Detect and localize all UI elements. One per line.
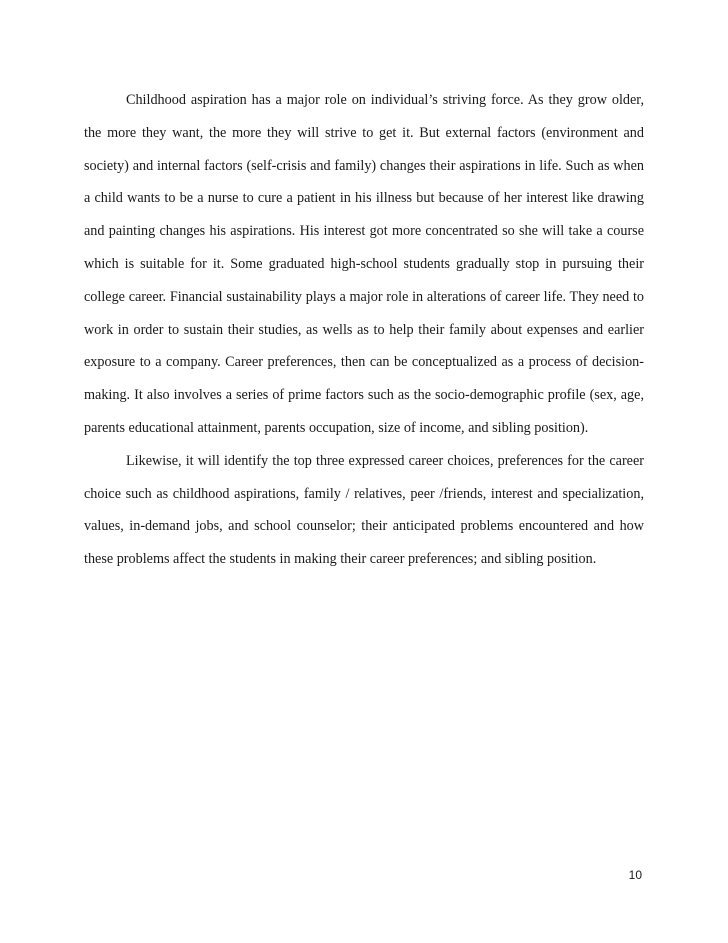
paragraph-childhood-aspiration: Childhood aspiration has a major role on individual’s striving force. As they grow older, the more they want, the more they will strive to get it. But external factors (environment and society) and internal factors (self-crisis and family) changes their aspirations in life. Such as when a child wants to be a nurse to cure a patient in his illness but because of her interest like drawing and painting changes his aspirations. His interest got more concentrated so she will take a course which is suitable for it. Some graduated high-school students gradually stop in pursuing their college career. Financial sustainability plays a major role in alterations of career life. They need to work in order to sustain their studies, as wells as to help their family about expenses and earlier exposure to a company. Career preferences, then can be conceptualized as a process of decision-making. It also involves a series of prime factors such as the socio-demographic profile (sex, age, parents educational attainment, parents occupation, size of income, and sibling position). bbox=[84, 92, 644, 436]
page-number: 10 bbox=[628, 868, 642, 882]
body-text bbox=[84, 84, 644, 576]
paragraph-likewise: Likewise, it will identify the top three expressed career choices, preferences for the career choice such as childhood aspirations, family / relatives, peer /friends, interest and specialization, values, in-demand jobs, and school counselor; their anticipated problems encountered and how these problems affect the students in making their career preferences; and sibling position. bbox=[84, 452, 644, 568]
